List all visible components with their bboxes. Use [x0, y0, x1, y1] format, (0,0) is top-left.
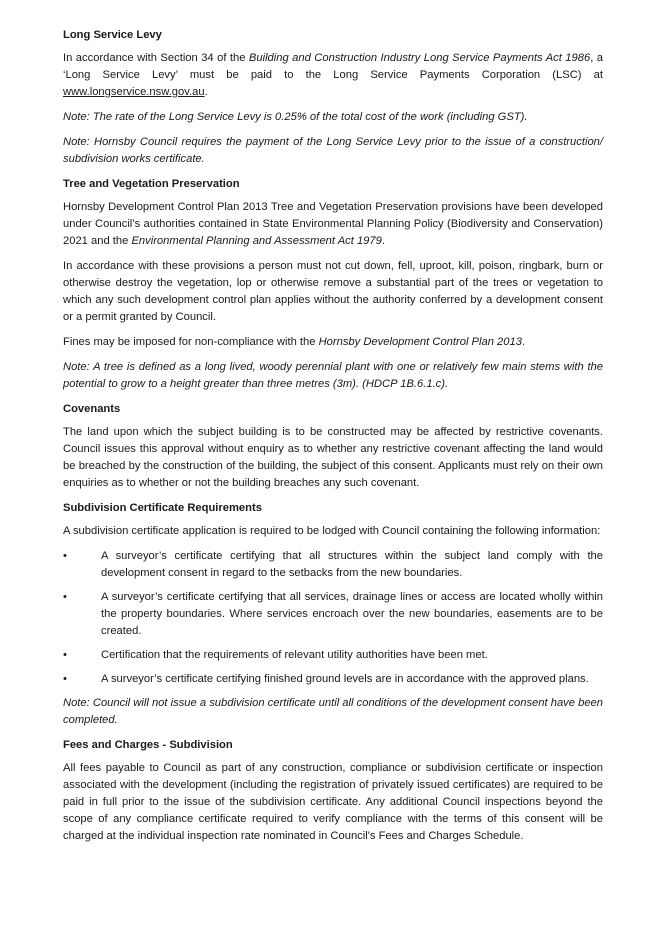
list-item: [63, 647, 603, 664]
list-item-text: Certification that the requirements of relevant utility authorities have been met.: [101, 649, 488, 661]
tree-fines-end: .: [521, 336, 526, 348]
section-covenants: [63, 401, 603, 492]
heading-covenants: Covenants: [63, 403, 121, 415]
lsl-text-b: , a ‘Long Service Levy’ must be paid to the Long Service Payments Corporation (LSC) at: [63, 52, 603, 81]
tree-paragraph-1: [63, 199, 603, 250]
list-item-text: A surveyor’s certificate certifying finished ground levels are in accordance with the approved plans.: [101, 673, 589, 685]
heading-fees-charges: Fees and Charges - Subdivision: [63, 739, 233, 751]
bullet-icon: •: [63, 591, 67, 603]
tree-text-b: .: [381, 235, 385, 247]
covenants-paragraph: The land upon which the subject building is to be constructed may be affected by restrictive covenants. Council issues this approval without enquiry as to whether any restrictive covenant affecting the land would be breached by the construction of the building, the subject of this consent. Applicants must rely on their own enquiries as to whether or not the building breaches any such covenant.: [63, 426, 603, 489]
lsl-text-c: .: [204, 86, 208, 98]
tree-text-a: Hornsby Development Control Plan 2013 Tree and Vegetation Preservation provisions have been developed under Council’s authorities contained in State Environmental Planning Policy (Biodiversity and Conservation) 2021 and the: [63, 201, 603, 247]
tree-fines-text: Fines may be imposed for non-compliance with the: [63, 336, 319, 348]
lsc-website-link[interactable]: www.longservice.nsw.gov.au: [63, 86, 205, 98]
section-tree-preservation: [63, 176, 603, 393]
bullet-icon: •: [63, 673, 67, 685]
subdivision-note: Note: Council will not issue a subdivision certificate until all conditions of the development consent have been completed.: [63, 697, 603, 726]
list-item: [63, 548, 603, 582]
heading-subdivision-certificate: Subdivision Certificate Requirements: [63, 502, 262, 514]
section-long-service-levy: [63, 27, 603, 168]
tree-paragraph-2: In accordance with these provisions a person must not cut down, fell, uproot, kill, poison, ringbark, burn or otherwise destroy the vegetation, lop or otherwise remove a substantial part of the trees or vegetation to which any such development control plan applies without the authority conferred by a development consent or a permit granted by Council.: [63, 260, 603, 323]
lsl-text-a: In accordance with Section 34 of the: [63, 52, 249, 64]
lsl-note-rate: Note: The rate of the Long Service Levy is 0.25% of the total cost of the work (including GST).: [63, 111, 528, 123]
fees-paragraph: All fees payable to Council as part of any construction, compliance or subdivision certificate or inspection associated with the development (including the registration of privately issued certificates) are required to be paid in full prior to the issue of the subdivision certificate. Any additional Council inspections beyond the scope of any compliance certificate required to verify compliance with the terms of this consent will be charged at the individual inspection rate nominated in Council's Fees and Charges Schedule.: [63, 762, 603, 842]
list-item: [63, 671, 603, 688]
lsl-paragraph: [63, 50, 603, 101]
section-fees-charges: [63, 737, 603, 845]
subdivision-requirements-list: [63, 548, 603, 688]
heading-long-service-levy: Long Service Levy: [63, 29, 162, 41]
list-item-text: A surveyor’s certificate certifying that all services, drainage lines or access are located wholly within the property boundaries. Where services encroach over the new boundaries, easements are to be created.: [101, 591, 603, 637]
lsl-note-payment: Note: Hornsby Council requires the payment of the Long Service Levy prior to the issue of a construction/ subdivision works certificate.: [63, 136, 603, 165]
tree-paragraph-3: [63, 334, 603, 351]
section-subdivision-certificate: [63, 500, 603, 729]
tree-act-title: Environmental Planning and Assessment Act 1979: [131, 235, 382, 247]
bullet-icon: •: [63, 550, 67, 562]
list-item: [63, 589, 603, 640]
subdivision-intro: A subdivision certificate application is required to be lodged with Council containing the following information:: [63, 525, 601, 537]
list-item-text: A surveyor’s certificate certifying that all structures within the subject land comply with the development consent in regard to the setbacks from the new boundaries.: [101, 550, 603, 579]
tree-plan-title: Hornsby Development Control Plan 2013: [318, 336, 522, 348]
heading-tree-preservation: Tree and Vegetation Preservation: [63, 178, 240, 190]
bullet-icon: •: [63, 649, 67, 661]
tree-note: Note: A tree is defined as a long lived, woody perennial plant with one or relatively few main stems with the potential to grow to a height greater than three metres (3m). (HDCP 1B.6.1.c).: [63, 361, 603, 390]
lsl-act-title: Building and Construction Industry Long Service Payments Act 1986: [248, 52, 591, 64]
